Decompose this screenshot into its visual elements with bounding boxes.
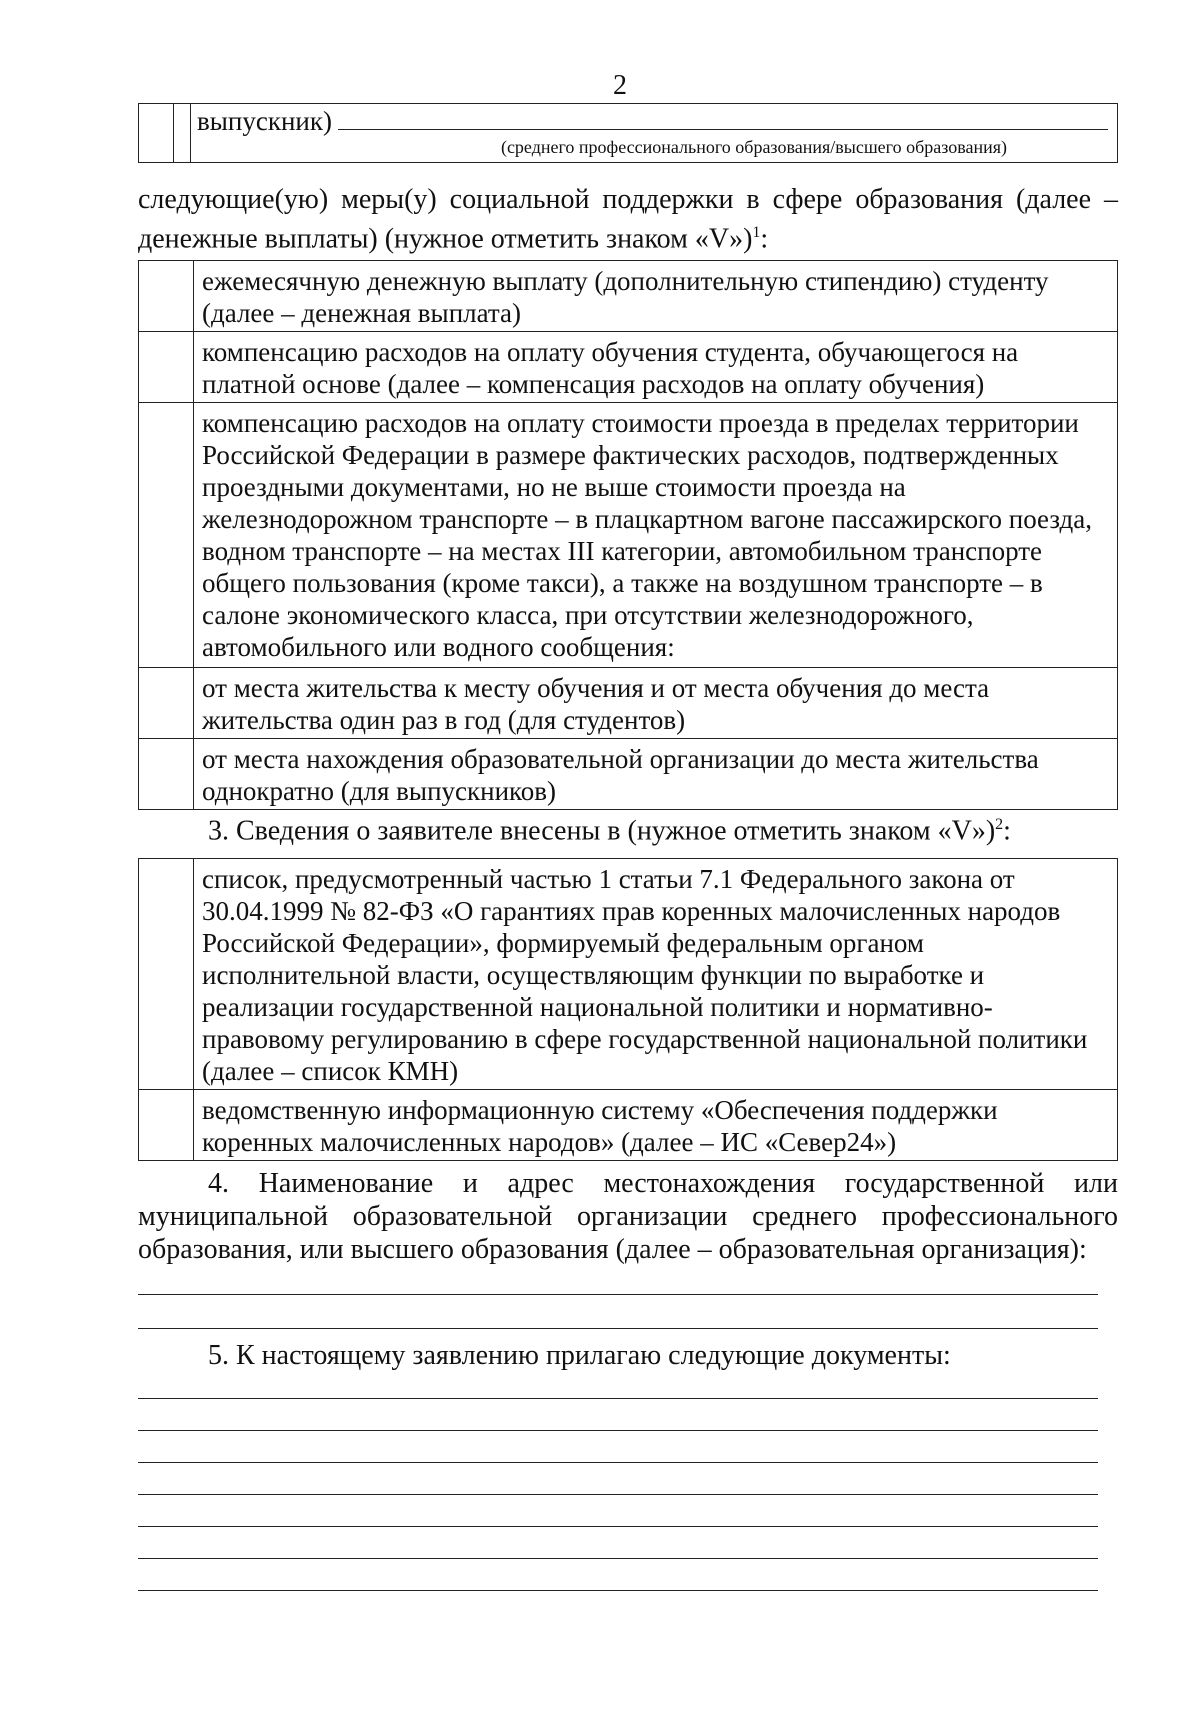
payment-option-2: компенсацию расходов на оплату обучения студента, обучающегося на платной основе (далее – компенсация расходов на оплату обучения) [194,332,1118,403]
payment-option-4: от места жительства к месту обучения и от места обучения до места жительства один раз в год (для студентов) [194,668,1118,739]
documents-line-2[interactable] [138,1430,1098,1431]
registry-options-table [138,858,1118,1161]
payment-checkbox-2[interactable] [139,332,194,403]
payment-checkbox-4[interactable] [139,668,194,739]
graduate-hint: (среднего профессионального образования/высшего образования) [500,137,1008,157]
documents-line-1[interactable] [138,1398,1098,1399]
table-row [139,261,1118,332]
documents-line-5[interactable] [138,1526,1098,1527]
registry-option-1: список, предусмотренный частью 1 статьи 7.1 Федерального закона от 30.04.1999 № 82-ФЗ «О гарантиях прав коренных малочисленных народов Российской Федерации», формируемый федеральным органом исполнительной власти, осуществляющим функции по выработке и реализации государственной национальной политики и нормативно-правовому регулированию в сфере государственной национальной политики (далее – список КМН) [194,859,1118,1090]
intro-text: следующие(ую) меры(у) социальной поддержки в сфере образования (далее – денежные выплаты) (нужное отметить знаком «V») [138,184,1118,255]
registry-checkbox-2[interactable] [139,1090,194,1161]
section5-paragraph: 5. К настоящему заявлению прилагаю следующие документы: [208,1340,951,1371]
table-row [139,668,1118,739]
intro-footnote: 1 [752,224,761,241]
graduate-checkbox[interactable] [139,104,174,163]
graduate-level-field[interactable] [338,107,1108,130]
documents-line-7[interactable] [138,1590,1098,1591]
payment-checkbox-5[interactable] [139,739,194,810]
section3-heading-text: 3. Сведения о заявителе внесены в (нужное отметить знаком «V») [208,815,996,847]
registry-option-2: ведомственную информационную систему «Обеспечения поддержки коренных малочисленных народов» (далее – ИС «Север24») [194,1090,1118,1161]
organization-line-1[interactable] [138,1294,1098,1295]
payment-option-3: компенсацию расходов на оплату стоимости проезда в пределах территории Российской Федерации в размере фактических расходов, подтвержденных проездными документами, но не выше стоимости проезда на железнодорожном транспорте – в плацкартном вагоне пассажирского поезда, водном транспорте – на местах III категории, автомобильном транспорте общего пользования (кроме такси), а также на воздушном транспорте – в салоне экономического класса, при отсутствии железнодорожного, автомобильного или водного сообщения: [194,403,1118,668]
graduate-spacer [174,104,191,163]
intro-tail: : [760,223,769,255]
section4-paragraph: 4. Наименование и адрес местонахождения государственной или муниципальной образовательной организации среднего профессионального образования, или высшего образования (далее – образовательная организация): [138,1168,1118,1265]
intro-paragraph [138,183,1118,255]
payment-checkbox-1[interactable] [139,261,194,332]
section3-tail: : [1003,815,1011,847]
payment-option-5: от места нахождения образовательной организации до места жительства однократно (для выпускников) [194,739,1118,810]
graduate-cell [191,104,1118,163]
table-row [139,859,1118,1090]
documents-line-4[interactable] [138,1494,1098,1495]
table-row [139,332,1118,403]
graduate-label: выпускник) [197,106,332,136]
payment-options-table [138,260,1118,810]
table-row [139,1090,1118,1161]
graduate-table [138,103,1118,163]
section3-footnote: 2 [995,816,1004,833]
documents-line-3[interactable] [138,1462,1098,1463]
payment-checkbox-3[interactable] [139,403,194,668]
payment-option-1: ежемесячную денежную выплату (дополнительную стипендию) студенту (далее – денежная выплата) [194,261,1118,332]
table-row [139,403,1118,668]
registry-checkbox-1[interactable] [139,859,194,1090]
page-number: 2 [613,70,627,101]
table-row [139,739,1118,810]
documents-line-6[interactable] [138,1558,1098,1559]
organization-line-2[interactable] [138,1328,1098,1329]
section3-heading [138,808,1118,847]
